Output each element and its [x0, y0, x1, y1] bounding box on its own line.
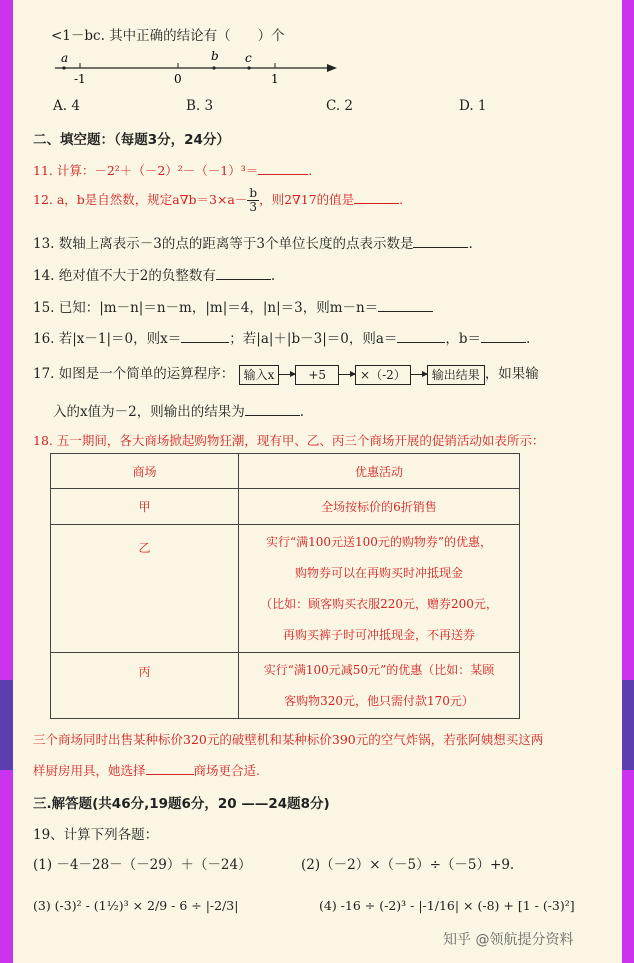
- tick-minus-one: -1: [74, 72, 86, 86]
- question-12-text: 12. a，b是自然数，规定a∇b＝3×a－: [33, 192, 248, 207]
- table-row: [51, 525, 520, 653]
- option-b: B. 3: [186, 98, 214, 114]
- question-18-tail-2: [33, 761, 260, 779]
- promotion-cell: 全场按标价的6折销售: [239, 489, 520, 525]
- question-19-part-3: (3) (-3)² - (1½)³ × 2/9 - 6 ÷ |-2/3|: [33, 898, 239, 913]
- question-16-text-b: ；若|a|＋|b－3|＝0，则a＝: [229, 331, 398, 347]
- store-cell: 甲: [51, 489, 239, 525]
- flow-multiply-box: ×（-2）: [355, 365, 411, 385]
- header-promotion: 优惠活动: [239, 454, 520, 489]
- exam-page: [13, 0, 622, 963]
- question-13-text: 13. 数轴上离表示－3的点的距离等于3个单位长度的点表示数是: [33, 236, 414, 252]
- fraction-b-over-3: $\frac{b}{3}$: [249, 186, 258, 214]
- store-cell: 丙: [51, 653, 239, 719]
- question-17-text-c: 入的x值为－2，则输出的结果为: [53, 404, 245, 420]
- point-c-label: c: [245, 51, 252, 65]
- question-18-text: 样厨房用具，她选择: [33, 763, 146, 778]
- point-b-label: b: [211, 49, 219, 63]
- question-13: 13. 数轴上离表示－3的点的距离等于3个单位长度的点表示数是 .: [33, 236, 473, 252]
- promotion-line: 客购物320元，他只需付款170元）: [284, 693, 474, 708]
- question-19-part-4: (4) -16 ÷ (-2)³ - |-1/16| × (-8) + [1 - (-3)²]: [319, 898, 575, 913]
- flow-output-box: 输出结果: [427, 365, 485, 385]
- option-d: D. 1: [459, 98, 487, 114]
- answer-blank: [216, 279, 271, 280]
- promotion-line: 再购买裤子时可冲抵现金，不再送券: [282, 627, 475, 642]
- answer-blank: [397, 342, 445, 343]
- section-2-heading: 二、填空题：（每题3分，24分）: [33, 132, 230, 148]
- flow-add-box: +5: [295, 365, 339, 385]
- section-3-heading: 三.解答题(共46分,19题6分，20 ——24题8分): [33, 796, 330, 812]
- answer-blank: [146, 774, 194, 775]
- question-16-text-c: ，b＝: [445, 331, 482, 347]
- flow-arrow: [339, 374, 355, 375]
- promotion-cell: [239, 653, 520, 719]
- answer-blank: [181, 342, 229, 343]
- question-15: [33, 296, 433, 316]
- number-line: [53, 48, 343, 88]
- question-12: 12. a，b是自然数，规定a∇b＝3×a－ $\frac{b}{3}$ ，则2∇17的值是 .: [33, 186, 404, 214]
- question-15-text: 15. 已知：|m－n|＝n－m，|m|＝4，|n|＝3，则m－n＝: [33, 300, 379, 316]
- question-16-text-a: 16. 若|x－1|＝0，则x＝: [33, 331, 182, 347]
- question-19: 19、计算下列各题：: [33, 827, 159, 843]
- answer-blank: [481, 342, 526, 343]
- question-11-text: 11. 计算：－2²＋（－2）²－（－1）³＝: [33, 163, 259, 178]
- question-17-text: 17. 如图是一个简单的运算程序：: [33, 366, 235, 382]
- tick-one: 1: [271, 72, 279, 86]
- table-header-row: [51, 454, 520, 489]
- question-16: 16. 若|x－1|＝0，则x＝ ；若|a|＋|b－3|＝0，则a＝ ，b＝ .: [33, 331, 531, 347]
- answer-blank: [413, 247, 468, 248]
- watermark: 知乎 @领航提分资料: [443, 932, 574, 948]
- answer-blank: [354, 203, 399, 204]
- header-store: 商场: [51, 454, 239, 489]
- flow-arrow: [279, 374, 295, 375]
- answer-blank: [258, 174, 308, 175]
- flow-input-box: 输入x: [239, 365, 280, 385]
- question-17-text-end: ，如果输: [484, 366, 539, 382]
- promotion-line: 购物券可以在再购买时冲抵现金: [294, 565, 463, 580]
- question-19-part-2: (2)（－2）×（－5）÷（－5）+9.: [301, 857, 515, 873]
- option-c: C. 2: [326, 98, 354, 114]
- flow-arrow: [411, 374, 427, 375]
- question-17-line2: 入的x值为－2，则输出的结果为 .: [53, 404, 304, 420]
- question-18-tail-1: 三个商场同时出售某种标价320元的破壁机和某种标价390元的空气炸锅，若张阿姨想买这两: [33, 732, 544, 747]
- question-17: [33, 362, 539, 385]
- question-14-text: 14. 绝对值不大于2的负整数有: [33, 268, 216, 284]
- answer-blank: [378, 311, 433, 312]
- question-14: 14. 绝对值不大于2的负整数有 .: [33, 268, 276, 284]
- store-cell: 乙: [51, 525, 239, 653]
- table-row: [51, 489, 520, 525]
- promotion-cell: [239, 525, 520, 653]
- question-18-text-end: 商场更合适.: [193, 763, 260, 778]
- promotion-line: 实行“满100元送100元的购物券”的优惠，: [265, 534, 493, 549]
- question-18: 18. 五一期间，各大商场掀起购物狂潮，现有甲、乙、丙三个商场开展的促销活动如表所示：: [33, 433, 545, 448]
- answer-blank: [245, 415, 300, 416]
- question-11: 11. 计算：－2²＋（－2）²－（－1）³＝ .: [33, 163, 313, 178]
- promotion-line: 实行“满100元减50元”的优惠（比如：某顾: [263, 662, 495, 677]
- tick-zero: 0: [174, 72, 182, 86]
- point-a-label: a: [61, 51, 69, 65]
- promotion-table: [50, 453, 520, 719]
- option-a: A. 4: [53, 98, 80, 114]
- prev-question-tail: <1－bc. 其中正确的结论有（ ）个: [51, 28, 285, 44]
- question-12-text-end: ，则2∇17的值是: [259, 192, 355, 207]
- table-row: [51, 653, 520, 719]
- question-19-part-1: (1) －4－28－（－29）＋（－24）: [33, 857, 252, 873]
- promotion-line: （比如：顾客购买衣服220元，赠券200元，: [260, 596, 498, 611]
